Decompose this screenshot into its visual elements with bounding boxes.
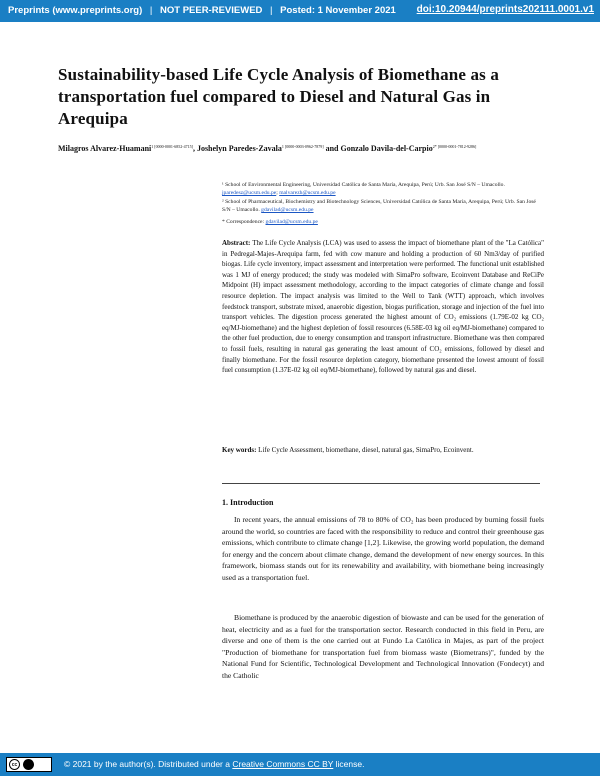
site-link[interactable]: Preprints (www.preprints.org) bbox=[8, 5, 143, 16]
keywords-text: Life Cycle Assessment, biomethane, diesel, natural gas, SimaPro, Ecoinvent. bbox=[258, 446, 474, 454]
abstract-label: Abstract: bbox=[222, 239, 251, 247]
license-prefix: © 2021 by the author(s). Distributed under a bbox=[64, 759, 230, 769]
correspondence bbox=[222, 218, 544, 226]
author-name: Milagros Alvarez-Huamani bbox=[58, 144, 152, 153]
doi-link[interactable]: doi:10.20944/preprints202111.0001.v1 bbox=[416, 4, 594, 15]
author-separator: and bbox=[323, 144, 341, 153]
affiliation-1: ¹ School of Environmental Engineering, Universidad Católica de Santa María, Arequipa, Perú; Urb. San José S/N – Umacollo. jparedesz@ucsm.edu.pe; malvarezh@ucsm.edu.pe bbox=[222, 182, 505, 197]
affiliation-text: ¹ School of Environmental Engineering, Universidad Católica de Santa María, Arequipa, Perú; Urb. San José S/N – Umacollo. bbox=[222, 182, 505, 188]
body-paragraph: Biomethane is produced by the anaerobic digestion of biowaste and can be used for the generation of heat, electricity and as a fuel for the transportation sector. Research conducted in this field in Peru, are diverse and one of them is the one carried out at Fundo La Católica in Majes, as part of the project "Production of biomethane for transportation fuel from biomass waste (Biometrans)", funded by the National Fund for Scientific, Technological Development and Technological Innovation (Fondecyt) and the Catholic bbox=[222, 613, 544, 680]
cc-by-badge[interactable] bbox=[6, 757, 52, 772]
keywords-label: Key words: bbox=[222, 446, 257, 454]
author-mark: 1 [0000-0001-6852-4715] bbox=[151, 144, 193, 149]
header-info bbox=[8, 5, 396, 16]
creative-commons-icon: cc bbox=[9, 759, 20, 770]
license-footer bbox=[0, 753, 600, 776]
keywords bbox=[222, 445, 544, 456]
affiliation-2 bbox=[222, 198, 544, 215]
license-suffix: license. bbox=[335, 759, 365, 769]
author-name: Gonzalo Davila-del-Carpio bbox=[340, 144, 433, 153]
email-link[interactable]: jparedesz@ucsm.edu.pe bbox=[222, 190, 277, 197]
paper-title: Sustainability-based Life Cycle Analysis of Biomethane as a transportation fuel compared to Diesel and Natural Gas in Arequipa bbox=[58, 65, 499, 128]
attribution-icon bbox=[23, 759, 34, 770]
email-link[interactable]: gdavilad@ucsm.edu.pe bbox=[265, 219, 318, 225]
section-divider bbox=[222, 483, 540, 484]
affiliation-text: ² School of Pharmaceutical, Biochemistry and Biotechnology Sciences, Universidad Católica de Santa María, Arequipa, Perú; Urb. San José S/N – Umacollo. bbox=[222, 199, 536, 214]
posted-date: Posted: 1 November 2021 bbox=[280, 5, 396, 16]
preprint-header-bar bbox=[0, 0, 600, 22]
author-mark: 1 [0000-0003-0962-7879] bbox=[281, 144, 324, 149]
author-name: Joshelyn Paredes-Zavala bbox=[196, 144, 282, 153]
abstract-text: The Life Cycle Analysis (LCA) was used to assess the impact of biomethane plant of the "La Católica" in Pedregal-Majes-Arequipa farm, fed with cow manure and holding a production of 60 Nm3/day of purified biogas. Life cycle inventory, impact assessment and interpretation were performed. The functional unit established was 1 MJ of energy produced; the study was modeled with SimaPro software, Ecoinvent Database and ReCiPe Midpoint (H) impact assessment methodology, according to the impact categories of climate change and fossil resource depletion. The impact analysis was limited to the Well to Tank (WTT) approach, which involves feedstock transport, substrate mixed, anaerobic digestion, biogas purification, storage and injection of the fuel into transport vehicles. The digestion process generated the highest amount of CO₂ emissions (1.79E-02 kg CO₂ eq/MJ-biomethane) and the highest depletion of fossil resources (6.58E-03 kg oil eq/MJ-biomethane) compared to the other fuel production, due to energy consumption and transport infrastructure. Biomethane was then compared to fossil fuels, resulting in natural gas generating the least amount of CO₂ emissions, followed by diesel and finally biomethane. For the fossil resource depletion category, biomethane presented the lowest amount of fossil fuel consumption (1.37E-02 kg oil eq/MJ-biomethane), followed by natural gas and diesel. bbox=[222, 239, 545, 375]
abstract bbox=[222, 238, 544, 376]
license-link[interactable]: Creative Commons CC BY bbox=[232, 759, 334, 769]
license-text bbox=[64, 759, 364, 769]
email-link[interactable]: gdavilad@ucsm.edu.pe bbox=[261, 207, 314, 214]
peer-review-status: NOT PEER-REVIEWED bbox=[160, 5, 263, 16]
header-separator: | bbox=[270, 5, 273, 16]
email-link[interactable]: malvarezh@ucsm.edu.pe bbox=[279, 190, 336, 197]
body-paragraph: In recent years, the annual emissions of 78 to 80% of CO₂ has been produced by burning fossil fuels around the world, so countries are faced with the responsibility to reduce and control their greenhouse gas emissions, which contribute to climate change [1,2]. Likewise, the growing world population, the demand for energy and the concern about climate change, demand the development of new energy sources. In this framework, biomass stands out for its renewability and availability, with biomethane being increasingly used as a transportation fuel. bbox=[222, 515, 545, 582]
author-separator: , bbox=[192, 144, 197, 153]
section-heading: 1. Introduction bbox=[222, 498, 274, 507]
author-mark: 2* [0000-0001-7812-9286] bbox=[432, 144, 477, 149]
author-list bbox=[58, 141, 544, 155]
correspondence-label: * Correspondence: bbox=[222, 219, 265, 225]
header-separator: | bbox=[149, 5, 153, 16]
